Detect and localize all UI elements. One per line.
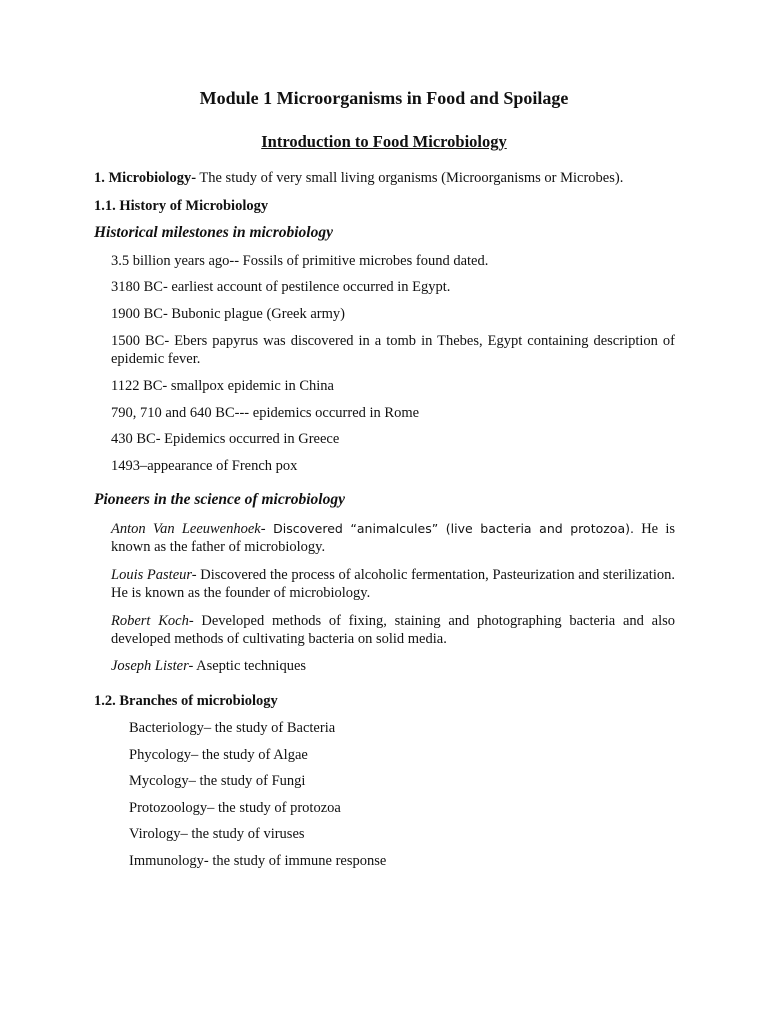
pioneer-name: Robert Koch- xyxy=(111,613,194,629)
microbiology-definition xyxy=(94,169,684,187)
milestone-item: 3.5 billion years ago-- Fossils of primitive microbes found dated. xyxy=(111,253,489,269)
pioneer-name: Anton Van Leeuwenhoek- xyxy=(111,521,266,537)
milestone-item: 1493–appearance of French pox xyxy=(111,458,298,474)
history-heading: 1.1. History of Microbiology xyxy=(94,198,269,214)
branch-item: Virology– the study of viruses xyxy=(129,826,305,842)
branches-heading: 1.2. Branches of microbiology xyxy=(94,693,278,709)
pioneer-text: Aseptic techniques xyxy=(193,658,307,674)
milestone-item: 3180 BC- earliest account of pestilence occurred in Egypt. xyxy=(111,279,451,295)
branch-item: Protozoology– the study of protozoa xyxy=(129,800,341,816)
branch-item: Phycology– the study of Algae xyxy=(129,747,308,763)
milestones-heading: Historical milestones in microbiology xyxy=(94,224,333,241)
pioneer-name: Louis Pasteur- xyxy=(111,567,197,583)
branch-item: Mycology– the study of Fungi xyxy=(129,773,306,789)
pioneer-pasteur xyxy=(111,566,675,602)
milestone-item: 1900 BC- Bubonic plague (Greek army) xyxy=(111,306,345,322)
pioneers-heading: Pioneers in the science of microbiology xyxy=(94,491,345,508)
pioneer-koch xyxy=(111,612,675,648)
pioneer-text: Discovered “animalcules” (live bacteria and protozoa). xyxy=(265,521,634,536)
milestone-item: 1122 BC- smallpox epidemic in China xyxy=(111,378,334,394)
milestone-item: 1500 BC- Ebers papyrus was discovered in a tomb in Thebes, Egypt containing description of epidemic fever. xyxy=(111,333,675,367)
pioneer-lister xyxy=(111,657,675,675)
milestone-item: 430 BC- Epidemics occurred in Greece xyxy=(111,431,340,447)
milestone-item: 790, 710 and 640 BC--- epidemics occurred in Rome xyxy=(111,405,420,421)
branch-item: Bacteriology– the study of Bacteria xyxy=(129,720,336,736)
pioneer-text: Developed methods of fixing, staining and photographing bacteria and also developed methods of cultivating bacteria on solid media. xyxy=(111,613,675,647)
definition-text: The study of very small living organisms (Microorganisms or Microbes). xyxy=(196,170,624,186)
definition-term: 1. Microbiology- xyxy=(94,170,197,186)
branch-item: Immunology- the study of immune response xyxy=(129,853,387,869)
pioneer-name: Joseph Lister- xyxy=(111,658,194,674)
pioneer-text: Discovered the process of alcoholic fermentation, Pasteurization and sterilization. He is known as the founder of microbiology. xyxy=(111,567,675,601)
pioneer-leeuwenhoek xyxy=(111,520,675,556)
module-title: Module 1 Microorganisms in Food and Spoilage xyxy=(199,88,569,108)
intro-title: Introduction to Food Microbiology xyxy=(261,132,507,151)
pioneer-text-cont: He is known as the father of microbiology. xyxy=(111,521,675,555)
